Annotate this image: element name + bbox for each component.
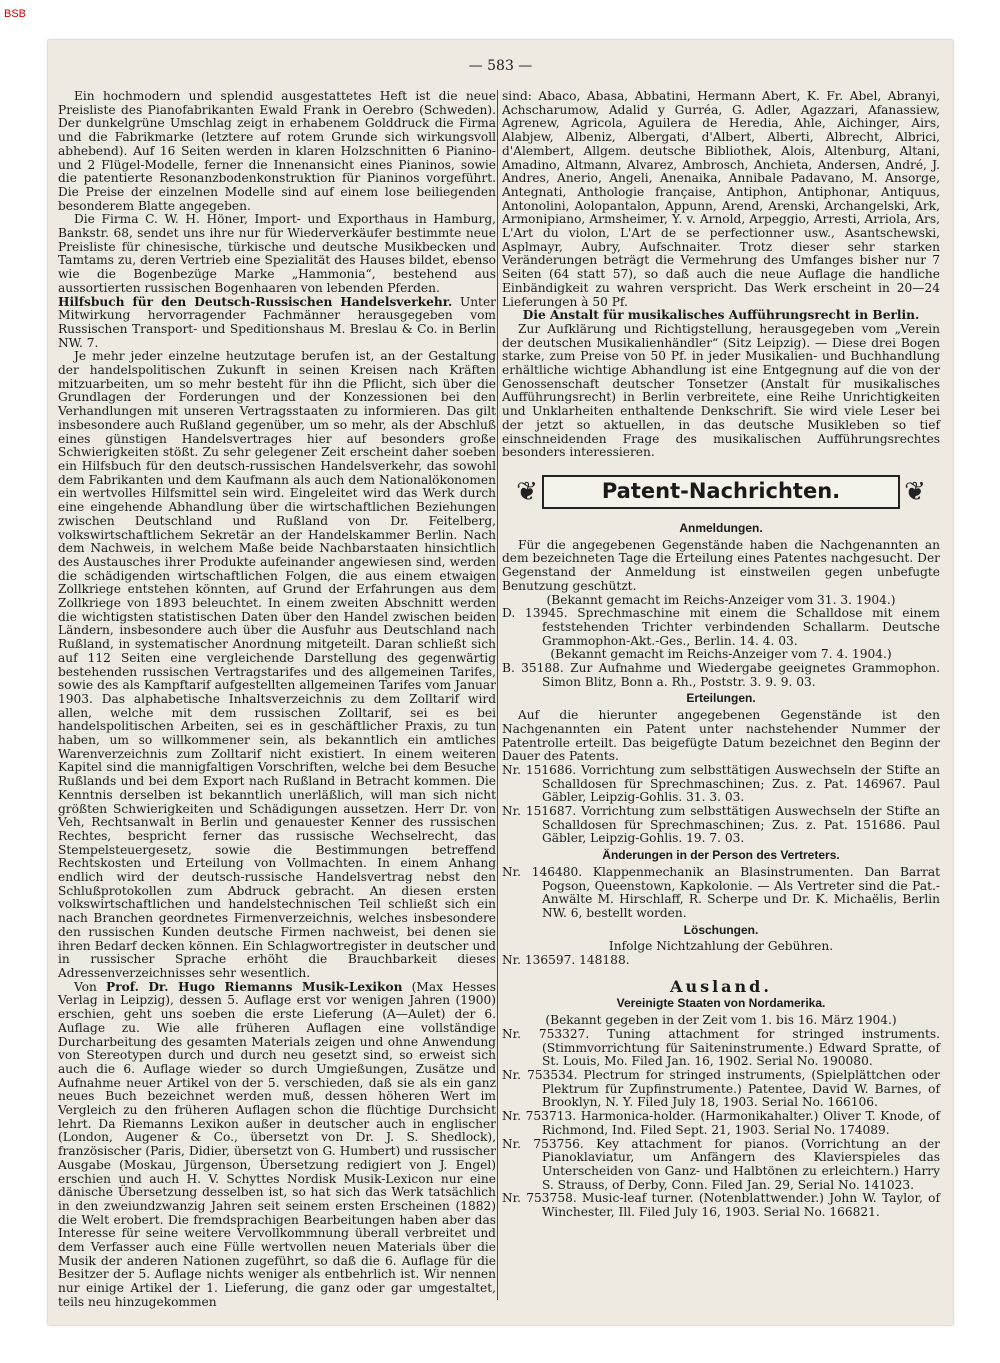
entry-146480: Nr. 146480. Klappenmechanik an Blasinstrumenten. Dan Barrat Pogson, Queenstown, Kapkolonie. — Als Vertreter sind die Pat.-Anwälte M. Hirschlaff, R. Scherpe und Dr. K. Michaëlis, Berlin NW. 6, bestellt worden. [502,864,940,920]
ausland-heading: Ausland. [670,976,772,996]
patent-banner [512,472,930,512]
anmeldungen-intro: Für die angegebenen Gegenstände haben die Nachgenannten an dem bezeichneten Tage die Erteilung eines Patentes nachgesucht. Der Gegenstand der Anmeldung ist einstweilen gegen unbefugte Benutzung geschützt. [502,537,940,593]
scanned-page [48,40,953,1325]
entry-753758: Nr. 753758. Music-leaf turner. (Notenblattwender.) John W. Taylor, of Winchester, Ill. Filed July 16, 1903. Serial No. 166821. [502,1191,940,1220]
right-column [502,90,940,1220]
riemann-pre: Von [74,979,97,994]
hilfsbuch-title: Hilfsbuch für den Deutsch-Russischen Handelsverkehr. [58,294,453,309]
hilfsbuch-paragraph [58,296,496,351]
bekannt-3: (Bekannt gegeben in der Zeit vom 1. bis 16. März 1904.) [545,1013,897,1028]
frank-paragraph: Ein hochmodern und splendid ausgestattetes Heft ist die neue Preisliste des Pianofabrikanten Ewald Frank in Oerebro (Schweden). Der dunkelgrüne Umschlag zeigt in erhabenem Golddruck die Firma und die Fabrikmarke (letztere auf rotem Grunde sich wirkungsvoll abhebend). Auf 16 Seiten werden in klaren Holzschnitten 6 Pianino- und 2 Flügel-Modelle, ferner die Innenansicht eines Pianinos, sowie die patentierte Resonanzbodenkonstruktion für Pianinos vorgeführt. Die Preise der einzelnen Modelle sind auf einem lose beiliegenden besonderem Blatte angegeben. [58,89,496,213]
bsb-watermark: BSB [4,8,27,20]
erteilungen-intro: Auf die hierunter angegebenen Gegenstände ist den Nachgenannten ein Patent unter nachstehender Nummer der Patentrolle erteilt. Das beigefügte Datum bezeichnet den Beginn der Dauer des Patents. [502,708,940,764]
entry-753534: Nr. 753534. Plectrum for stringed instruments, (Spielplättchen oder Plektrum für Zupfinstrumente.) Patentee, David W. Barnes, of Brooklyn, N. Y. Filed July 18, 1903. Serial No. 166106. [502,1068,940,1110]
entry-151687: Nr. 151687. Vorrichtung zum selbsttätigen Auswechseln der Stifte an Schalldosen für Sprechmaschinen; Zus. z. Pat. 151686. Paul Gäbler, Leipzig-Gohlis. 19. 7. 03. [502,804,940,846]
riemann-title: Prof. Dr. Hugo Riemanns Musik-Lexikon [106,979,403,994]
riemann-paragraph [58,981,496,1310]
hilfsbuch-text: Unter Mitwirkung hervorragender Fachmänner herausgegeben vom Russischen Transport- und Speditionshaus M. Breslau & Co. in Berlin NW. 7. [58,294,496,350]
hoener-paragraph: Die Firma C. W. H. Höner, Import- und Exporthaus in Hamburg, Bankstr. 68, sendet uns ihre nur für Wiederverkäufer bestimmte neue Preisliste für chinesische, türkische und deutsche Musikbecken und Tamtams zu, deren Vertrieb eine Spezialität des Hauses bildet, ebenso wie die Bogenbezüge Marke „Hammonia“, bestehend aus aussortierten russischen Bogenhaaren von lebenden Pferden. [58,212,496,295]
ornament-right-icon: ❦ [904,476,926,507]
lexikon-continued: sind: Abaco, Abasa, Abbatini, Hermann Abert, K. Fr. Abel, Abranyi, Achscharumow, Adalid y Gurréa, G. Adler, Agazzari, Afanassiew, Agrenew, Agricola, Aguilera de Heredia, Ahle, Aichinger, Airs, Alabjew, Albeniz, Albergati, d'Albert, Alberti, Albrecht, Albrici, d'Alembert, Allgem. deutsche Bibliothek, Alois, Altenburg, Altani, Amadino, Altmann, Alvarez, Ambrosch, Anchieta, Andersen, André, J. Andres, Anerio, Angeli, Anenaika, Annibale Padavano, M. Ansorge, Antegnati, Anthologie française, Antiphon, Antiphonar, Antiquus, Antonolini, Aolopantalon, Appunn, Arend, Arenski, Archangelski, Ark, Armonipiano, Armsheimer, Y. v. Arnold, Arpeggio, Arresti, Arriola, Ars, L'Art du violon, L'Art de se perfectionner usw., Asantschewski, Asplmayr, Aubry, Aufschnaiter. Trotz dieser sehr starken Veränderungen beträgt die Vermehrung des Umfanges bisher nur 7 Seiten (64 statt 57), so daß auch die neue Auflage die handliche Einbändigkeit zu wahren verspricht. Das Werk erscheint in 20—24 Lieferungen à 50 Pf. [502,89,940,309]
ornament-left-icon: ❦ [516,476,538,507]
entry-b35188: B. 35188. Zur Aufnahme und Wiedergabe geeignetes Grammophon. Simon Blitz, Bonn a. Rh., Poststr. 3. 9. 9. 03. [502,661,940,689]
riemann-text: (Max Hesses Verlag in Leipzig), dessen 5. Auflage erst vor wenigen Jahren (1900) erschien, geht uns soeben die erste Lieferung (A—Aulet) der 6. Auflage zu. Wie alle früheren Auflagen eine vollständige Durcharbeitung des gesamten Materials zeigen und ohne Anwendung von Stereotypen durch und durch neu gesetzt sind, so erweist sich auch die 6. Auflage wieder so durch Umgießungen, Zusätze und Aufnahme neuer Artikel von der 5. verschieden, daß sie als ein ganz neues Buch bezeichnet werden muß, dessen höheren Wert im Vergleich zu den früheren Auflagen schon die flüchtige Durchsicht lehrt. Da Riemanns Lexikon außer in deutscher auch in englischer (London, Augener & Co., übersetzt von Dr. J. S. Shedlock), französischer (Paris, Didier, übersetzt von G. Humbert) und russischer Ausgabe (Moskau, Jürgenson, Übersetzung redigiert von J. Engel) erschien und auch H. V. Schyttes Nordisk Musik-Lexicon nur eine dänische Übersetzung desselben ist, so hat sich das Werk tatsächlich in den zweiundzwanzig Jahren seit seinem ersten Erscheinen (1882) die Welt erobert. Die fremdsprachigen Bearbeitungen haben aber das Interesse für seine weitere Vervollkommnung überall verbreitet und dem Verfasser auch eine Fülle wertvollen neuen Materials über die Musik der anderen Nationen zugeführt, so daß die 6. Auflage für die Besitzer der 5. Auflage nichts weniger als entbehrlich ist. Wir nennen nur einige Artikel der 1. Lieferung, die ganz oder gar umgestaltet, teils neu hinzugekommen [58,979,496,1309]
handelsverkehr-paragraph: Je mehr jeder einzelne heutzutage berufen ist, an der Gestaltung der handelspolitischen Zukunft in seinen Kreisen nach Kräften mitzuarbeiten, um so mehr besteht für ihn die Pflicht, sich über die Grundlagen der Forderungen und der Konzessionen bei den Verhandlungen mit unseren Vertragsstaaten zu informieren. Das gilt insbesondere auch Rußland gegenüber, um so mehr, als der Abschluß eines günstigen Handelsvertrages hier auf besonders große Schwierigkeiten stößt. Zu sehr gelegener Zeit erscheint daher soeben ein Hilfsbuch für den deutsch-russischen Handelsverkehr, das sowohl dem Fabrikanten und dem Kaufmann als auch dem Nationalökonomen ein wertvolles Hilfsmittel sein wird. Eingeleitet wird das Werk durch eine eingehende Abhandlung über die wirtschaftlichen Beziehungen zwischen Deutschland und Rußland von Dr. Feitelberg, volkswirtschaftlichem Sekretär an der Handelskammer Berlin. Nach dem Nachweis, in welchem Maße beide Nachbarstaaten hinsichtlich des Austausches ihrer Produkte aufeinander angewiesen sind, werden die schädigenden wirtschaftlichen Folgen, die aus einem etwaigen Zollkriege entstehen könnten, auf Grund der Erfahrungen aus dem Zollkriege von 1893 beleuchtet. In einem zweiten Abschnitt werden die wichtigsten statistischen Daten über den Handel zwischen beiden Ländern, insbesondere auch über die Ausfuhr aus Deutschland nach Rußland, in systematischer Anordnung mitgeteilt. Daran schließt sich auf 112 Seiten eine vergleichende Darstellung des gegenwärtig bestehenden russischen Vertragstarifes und des allgemeinen Tarifes, sowie des als Kampftarif aufgestellten allgemeinen Tarifes vom Januar 1903. Das alphabetische Inhaltsverzeichnis zu dem Zolltarif wird allen, welche mit dem russischen Zolltarif, sei es bei handelspolitischen Arbeiten, sei es in geschäftlicher Praxis, zu tun haben, um so willkommener sein, als bekanntlich ein amtliches Warenverzeichnis zum Zolltarif nicht existiert. In einem weiteren Kapitel sind die mannigfaltigen Vorschriften, welche bei dem Besuche Rußlands und bei dem Export nach Rußland in Betracht kommen. Die Kenntnis derselben ist bekanntlich unerläßlich, will man sich nicht größten Schwierigkeiten und Schädigungen aussetzen. Herr Dr. von Veh, Rechtsanwalt in Berlin und genauester Kenner des russischen Rechtes, bespricht ferner das russische Wechselrecht, das Stempelsteuergesetz, sowie die Bestimmungen betreffend Rechtskosten und Erteilung von Vollmachten. In einem Anhang endlich wird der deutsch-russische Handelsvertrag nebst den Schlußprotokollen zum Abdruck gebracht. An diesen ersten volkswirtschaftlichen und handelstechnischen Teil schließt sich ein nach Branchen geordnetes Firmenverzeichnis, welches insbesondere den russischen Kunden deutsche Firmen nachweist, bei denen sie ihren Bedarf decken können. Ein Schlagwortregister in deutscher und in russischer Sprache erhöht die Brauchbarkeit dieses Adressenverzeichnisses sehr wesentlich. [58,349,496,980]
entry-151686: Nr. 151686. Vorrichtung zum selbsttätigen Auswechseln der Stifte an Schalldosen für Sprechmaschinen; Zus. z. Pat. 146967. Paul Gäbler, Leipzig-Gohlis. 31. 3. 03. [502,762,940,805]
entry-d13945: D. 13945. Sprechmaschine mit einem die Schalldose mit einem feststehenden Trichter verbindenden Schallarm. Deutsche Grammophon-Akt.-Ges., Berlin. 14. 4. 03. [502,606,940,648]
bekannt-2: (Bekannt gemacht im Reichs-Anzeiger vom 7. 4. 1904.) [550,647,892,662]
erteilungen-heading: Erteilungen. [686,691,756,706]
page-number: — 583 — [468,58,533,74]
entry-136597: Nr. 136597. 148188. [502,953,630,968]
entry-753327: Nr. 753327. Tuning attachment for stringed instruments. (Stimmvorrichtung für Saiteninstrumente.) Edward Spratte, of St. Louis, Mo. Filed Jan. 16, 1902. Serial No. 190080. [502,1026,940,1069]
entry-753713: Nr. 753713. Harmonica-holder. (Harmonikahalter.) Oliver T. Knode, of Richmond, Ind. Filed Sept. 21, 1903. Serial No. 174089. [502,1109,940,1137]
column-divider [497,90,498,1300]
anmeldungen-heading: Anmeldungen. [679,520,763,535]
loeschungen-heading: Löschungen. [683,922,759,937]
patent-title: Patent-Nachrichten. [542,475,900,509]
left-column [58,90,496,1310]
bekannt-1: (Bekannt gemacht im Reichs-Anzeiger vom 31. 3. 1904.) [546,592,896,607]
entry-753756: Nr. 753756. Key attachment for pianos. (Vorrichtung an der Pianoklaviatur, um Anfängern des Klavierspieles das Unterscheiden von Ganz- und Halbtönen zu erleichtern.) Harry S. Strauss, of Derby, Conn. Filed Jan. 29, Serial No. 141023. [502,1136,940,1192]
anstalt-paragraph: Zur Aufklärung und Richtigstellung, herausgegeben vom „Verein der deutschen Musikalienhändler“ (Sitz Leipzig). — Diese drei Bogen starke, zum Preise von 50 Pf. in jeder Musikalien- und Buchhandlung erhältliche wichtige Abhandlung ist eine Entgegnung auf die von der Genossenschaft deutscher Tonsetzer (Anstalt für musikalisches Aufführungsrecht) in Berlin verbreitete, eine Reihe Unrichtigkeiten und Unklarheiten enthaltende Denkschrift. Sie wird viele Leser bei der jetzt so aktuellen, in das deutsche Musikleben so tief einschneidenden Frage des musikalischen Aufführungsrechtes besonders interessieren. [502,321,940,460]
nichtzahlung: Infolge Nichtzahlung der Gebühren. [608,939,834,954]
aenderungen-heading: Änderungen in der Person des Vertreters. [602,848,840,863]
usa-heading: Vereinigte Staaten von Nordamerika. [616,996,826,1011]
anstalt-heading: Die Anstalt für musikalisches Aufführungsrecht in Berlin. [522,308,920,323]
